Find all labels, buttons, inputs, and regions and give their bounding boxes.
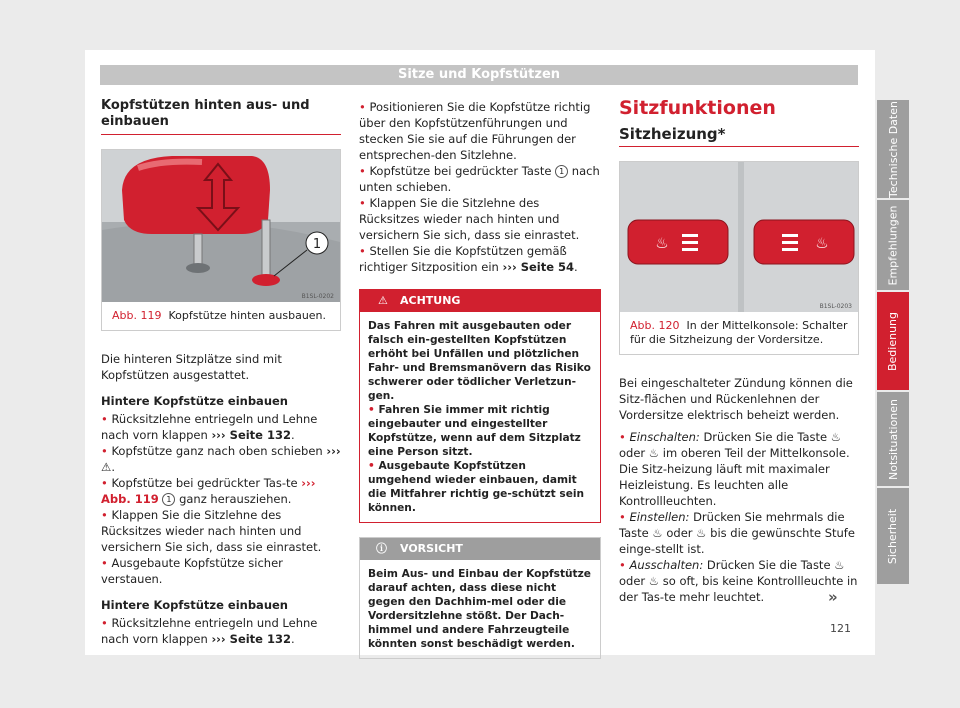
section-rule xyxy=(101,134,341,135)
warning-body: Das Fahren mit ausgebauten oder falsch ein-gestellten Kopfstützen erhöht bei Unfällen und plötzlichen Fahr- und Bremsmanövern das Risiko schwerer oder tödlicher Verletzun-gen. • Fahren Sie immer mit richtig eingebauter und eingestellter Kopfstütze, wenn auf dem Sitzplatz eine Person sitzt. • Ausgebaute Kopfstützen umgehend wieder einbauen, damit die Mitfahrer richtig ge-schützt sein können. xyxy=(368,320,591,514)
seat-heat-icon: ♨ xyxy=(696,526,707,540)
page-number: 121 xyxy=(830,622,851,635)
tab-technische-daten[interactable]: Technische Daten xyxy=(877,100,909,198)
page-link[interactable]: ››› Seite 54 xyxy=(502,260,575,274)
subsection-heading: Sitzheizung* xyxy=(619,125,726,143)
tab-bedienung[interactable]: Bedienung xyxy=(877,292,909,390)
seat-heat-icon: ♨ xyxy=(648,574,660,588)
warning-triangle-icon: ⚠ xyxy=(378,294,388,307)
caution-header: ⓘ VORSICHT xyxy=(360,538,600,560)
list-item: • Stellen Sie die Kopfstützen gemäß richtiger Sitzposition ein ››› Seite 54. xyxy=(359,244,578,274)
list-item: • Fahren Sie immer mit richtig eingebauter und eingestellter Kopfstütze, wenn auf dem Sitzplatz eine Person sitzt. xyxy=(368,404,581,458)
column-left xyxy=(101,98,341,647)
seat-heating-illustration xyxy=(620,162,858,312)
list-item: • Klappen Sie die Sitzlehne des Rücksitzes wieder nach hinten und versichern Sie sich, dass sie einrastet. xyxy=(101,508,322,554)
chapter-header: Sitze und Kopfstützen xyxy=(100,65,858,85)
continue-marker: » xyxy=(828,588,838,606)
callout-number: 1 xyxy=(162,493,175,506)
intro-text: Bei eingeschalteter Zündung können die Sitz-flächen und Rückenlehnen der Vordersitze elektrisch beheizt werden. xyxy=(619,376,853,422)
info-circle-icon: ⓘ xyxy=(376,542,387,555)
subheading: Hintere Kopfstütze einbauen xyxy=(101,598,288,612)
list-item: • Kopfstütze bei gedrückter Tas-te ››› Abb. 119 1 ganz herausziehen. xyxy=(101,476,316,506)
warning-box xyxy=(359,289,601,523)
callout-number: 1 xyxy=(312,237,322,252)
column-middle xyxy=(359,99,601,659)
caution-body: Beim Aus- und Einbau der Kopfstütze darauf achten, dass diese nicht gegen den Dachhim-mel oder die Vordersitzlehne stößt. Der Dach-himmel und andere Fahrzeugteile könnten sonst beschädigt werden. xyxy=(368,568,591,650)
callout-number: 1 xyxy=(555,165,568,178)
figure-caption-text: In der Mittelkonsole: Schalter für die Sitzheizung der Vordersitze. xyxy=(630,319,848,346)
figure-caption-text: Kopfstütze hinten ausbauen. xyxy=(168,309,327,322)
caution-box xyxy=(359,537,601,659)
tab-empfehlungen[interactable]: Empfehlungen xyxy=(877,200,909,290)
list-item: • Ausgebaute Kopfstütze sicher verstauen. xyxy=(101,556,283,586)
seat-heat-icon: ♨ xyxy=(648,446,660,460)
seat-heat-icon: ♨ xyxy=(834,558,845,572)
figure-code: B1SL-0202 xyxy=(301,293,334,300)
figure-code: B1SL-0203 xyxy=(819,303,852,310)
section-heading: Sitzfunktionen xyxy=(619,97,776,119)
section-title: Kopfstützen hinten aus- und einbauen xyxy=(101,98,310,129)
page-link[interactable]: ››› Seite 132 xyxy=(211,428,291,442)
column-right xyxy=(619,97,859,605)
warning-link[interactable]: ››› xyxy=(326,444,341,458)
figure-caption xyxy=(102,302,340,330)
figure-number: Abb. 119 xyxy=(112,309,162,322)
tab-sicherheit[interactable]: Sicherheit xyxy=(877,488,909,584)
figure-number: Abb. 120 xyxy=(630,319,680,332)
list-item: • Einstellen: Drücken Sie mehrmals die Taste ♨ oder ♨ bis die gewünschte Stufe einge-stellt ist. xyxy=(619,510,855,556)
warning-triangle-icon: ⚠ xyxy=(101,460,112,474)
section-rule xyxy=(619,146,859,147)
svg-text:♨: ♨ xyxy=(655,234,669,252)
list-item: • Einschalten: Drücken Sie die Taste ♨ oder ♨ im oberen Teil der Mittelkonsole. Die Sitz-heizung läuft mit maximaler Heizleistung. Es leuchten alle Kontrollleuchten. xyxy=(619,430,850,508)
figure-caption xyxy=(620,312,858,354)
list-item: • Kopfstütze ganz nach oben schieben ››› ⚠. xyxy=(101,444,341,474)
figure-119 xyxy=(101,149,341,331)
headrest-illustration xyxy=(102,150,340,302)
svg-text:♨: ♨ xyxy=(815,234,829,252)
list-item: • Positionieren Sie die Kopfstütze richtig über den Kopfstützenführungen und stecken Sie sie auf die Führungen der entsprechen-den Sitzlehne. xyxy=(359,100,591,162)
list-item: • Ausschalten: Drücken Sie die Taste ♨ oder ♨ so oft, bis keine Kontrollleuchte in der Tas-te mehr leuchtet. xyxy=(619,558,858,604)
figure-120 xyxy=(619,161,859,355)
headrest-svg xyxy=(102,150,340,302)
page-link[interactable]: ››› Seite 132 xyxy=(211,632,291,646)
tab-notsituationen[interactable]: Notsituationen xyxy=(877,392,909,486)
list-item: • Rücksitzlehne entriegeln und Lehne nach vorn klappen ››› Seite 132. xyxy=(101,412,318,442)
subheading: Hintere Kopfstütze einbauen xyxy=(101,394,288,408)
list-item: • Ausgebaute Kopfstützen umgehend wieder einbauen, damit die Mitfahrer richtig ge-schützt sein können. xyxy=(368,460,585,514)
seat-heating-svg xyxy=(620,162,858,312)
intro-text: Die hinteren Sitzplätze sind mit Kopfstützen ausgestattet. xyxy=(101,352,282,382)
list-item: • Klappen Sie die Sitzlehne des Rücksitzes wieder nach hinten und versichern Sie sich, dass sie einrastet. xyxy=(359,196,580,242)
seat-heat-icon: ♨ xyxy=(652,526,663,540)
list-item: • Kopfstütze bei gedrückter Taste 1 nach unten schieben. xyxy=(359,164,600,194)
warning-header: ⚠ ACHTUNG xyxy=(360,290,600,312)
figure-link[interactable]: ››› Abb. 119 xyxy=(101,476,316,506)
seat-heat-icon: ♨ xyxy=(830,430,842,444)
list-item: • Rücksitzlehne entriegeln und Lehne nach vorn klappen ››› Seite 132. xyxy=(101,616,318,646)
